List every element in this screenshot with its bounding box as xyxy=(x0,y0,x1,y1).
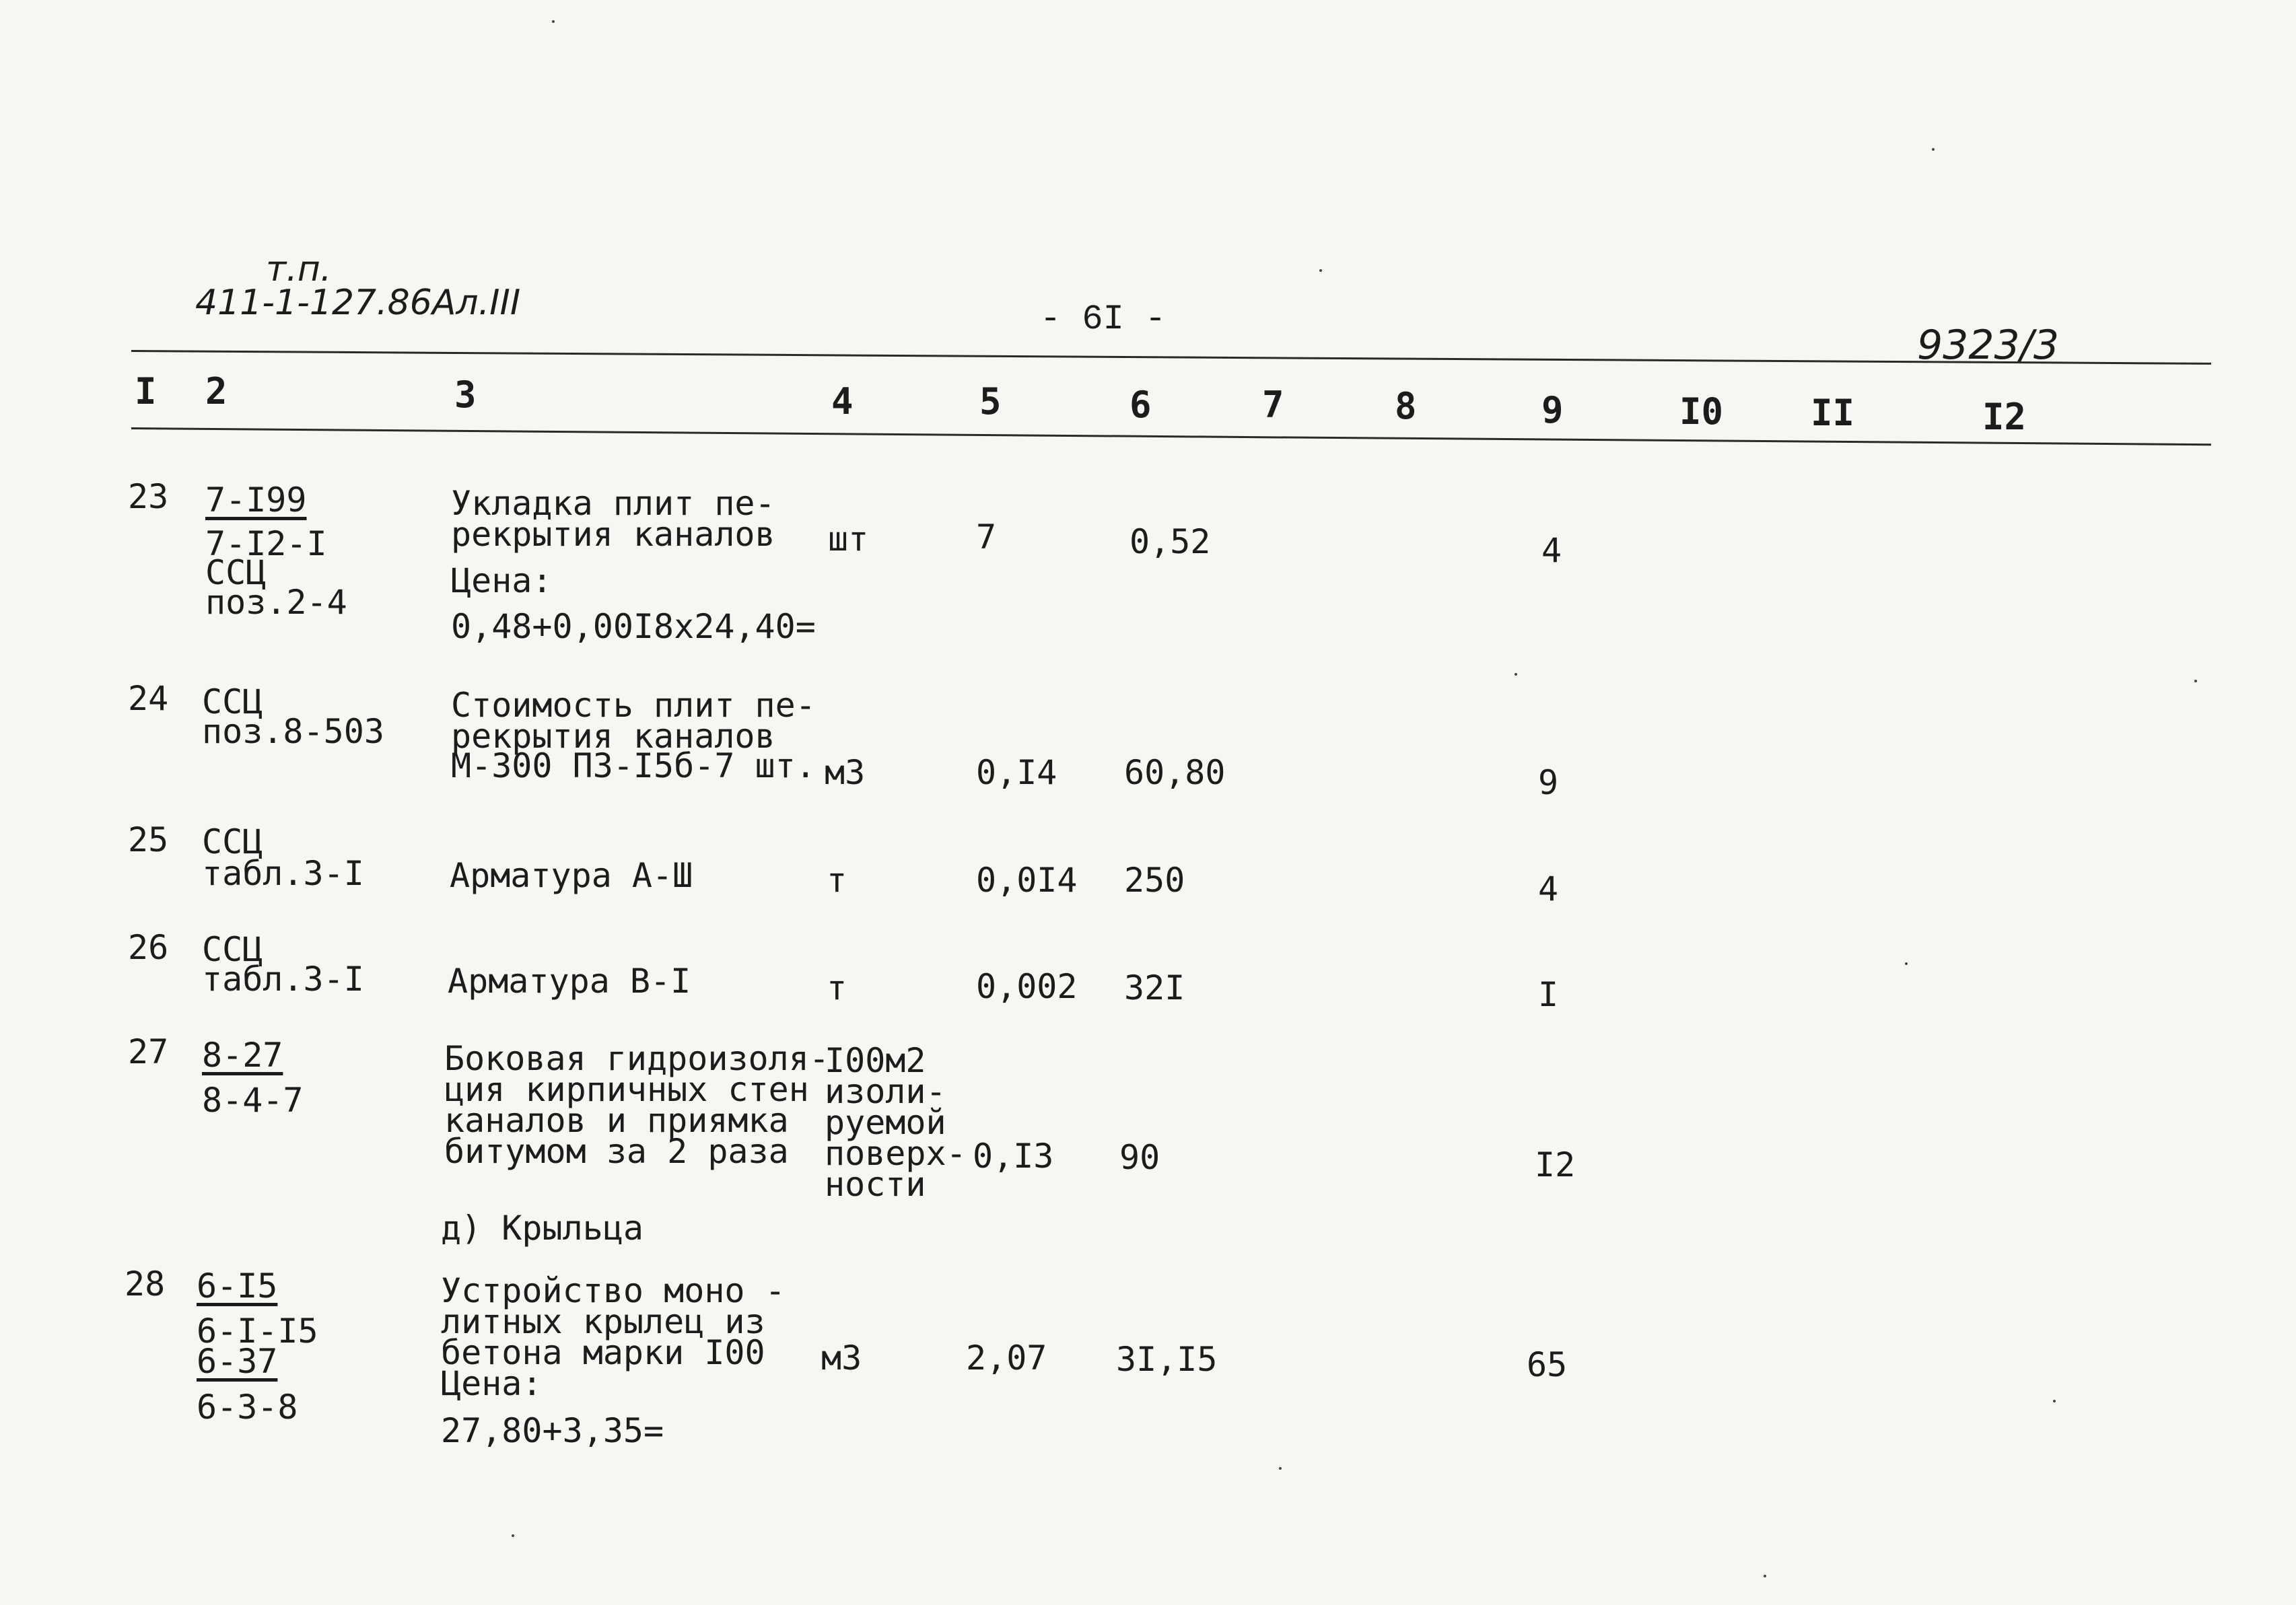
norm-code: 8-4-7 xyxy=(202,1081,304,1120)
norm-code: 6-3-8 xyxy=(197,1388,298,1427)
description: М-300 ПЗ-I5б-7 шт. xyxy=(451,746,816,785)
unit: т xyxy=(827,861,847,900)
quantity: 0,002 xyxy=(976,967,1078,1006)
scan-speck xyxy=(1319,269,1322,272)
row-number: 27 xyxy=(128,1032,169,1071)
norm-code: ССЦ xyxy=(202,930,263,969)
total: 65 xyxy=(1527,1345,1568,1384)
norm-code: 6-I-I5 xyxy=(197,1312,318,1351)
total: 9 xyxy=(1538,763,1559,802)
row-number: 28 xyxy=(125,1264,166,1304)
scan-speck xyxy=(1932,148,1935,151)
quantity: 2,07 xyxy=(966,1339,1047,1378)
norm-code: ССЦ xyxy=(202,822,263,861)
scan-speck xyxy=(1279,1467,1282,1470)
norm-code: ССЦ xyxy=(202,682,263,721)
unit: поверх- xyxy=(825,1134,967,1173)
description: Боковая гидроизоля- xyxy=(444,1039,829,1078)
column-header-7: 7 xyxy=(1262,384,1284,426)
scan-speck xyxy=(1764,1575,1766,1577)
column-header-6: 6 xyxy=(1129,384,1152,426)
quantity: 0,0I4 xyxy=(976,861,1078,900)
scan-speck xyxy=(2053,1400,2056,1402)
description: рекрытия каналов xyxy=(451,717,775,756)
unit: изоли- xyxy=(825,1072,946,1111)
description: Арматура А-Ш xyxy=(450,856,693,895)
norm-code: 7-I2-I xyxy=(205,524,327,563)
header-top-rule xyxy=(131,350,2211,365)
column-header-2: 2 xyxy=(205,370,228,413)
column-header-9: 9 xyxy=(1541,389,1564,431)
norm-code: табл.3-I xyxy=(202,960,364,999)
unit: шт xyxy=(828,520,869,559)
section-heading: д) Крыльца xyxy=(441,1209,644,1248)
unit-price: 60,80 xyxy=(1124,753,1226,792)
document-number: 9323/3 xyxy=(1917,322,2060,369)
price-label: Цена: xyxy=(441,1364,543,1403)
norm-code: 8-27 xyxy=(202,1036,283,1075)
unit: м3 xyxy=(821,1339,862,1378)
unit: м3 xyxy=(825,753,866,792)
column-header-12: I2 xyxy=(1982,396,2027,438)
norm-code: 7-I99 xyxy=(205,480,307,520)
scan-speck xyxy=(552,20,555,23)
unit: т xyxy=(827,968,847,1007)
row-number: 24 xyxy=(128,679,169,718)
description: Арматура В-I xyxy=(448,962,691,1001)
column-header-3: 3 xyxy=(454,373,477,416)
total: I xyxy=(1538,975,1559,1014)
norm-code: поз.2-4 xyxy=(205,583,347,622)
tp-code: 411-1-127.86Ал.III xyxy=(195,283,521,323)
row-number: 26 xyxy=(128,928,169,967)
description: литных крылец из xyxy=(441,1302,765,1341)
unit: руемой xyxy=(825,1103,946,1142)
description: Устройство моно - xyxy=(441,1271,786,1310)
quantity: 7 xyxy=(976,518,997,557)
price-formula: 27,80+3,35= xyxy=(441,1411,664,1450)
row-number: 23 xyxy=(128,477,169,516)
total: 4 xyxy=(1541,531,1562,570)
quantity: 0,I3 xyxy=(973,1137,1054,1176)
quantity: 0,I4 xyxy=(976,753,1057,792)
total: 4 xyxy=(1538,869,1559,908)
scan-speck xyxy=(1905,962,1908,965)
description: бетона марки I00 xyxy=(441,1333,765,1372)
scan-speck xyxy=(2194,680,2197,682)
column-header-1: I xyxy=(135,370,157,413)
price-label: Цена: xyxy=(451,561,553,600)
unit-price: 250 xyxy=(1124,861,1185,900)
description: Укладка плит пе- xyxy=(451,484,775,523)
tp-label: т.п. xyxy=(266,249,332,289)
column-header-5: 5 xyxy=(979,380,1002,423)
column-header-10: I0 xyxy=(1679,390,1724,433)
unit: ности xyxy=(825,1165,926,1204)
unit: I00м2 xyxy=(825,1041,926,1080)
norm-code: 6-I5 xyxy=(197,1267,278,1306)
unit-price: 32I xyxy=(1124,968,1185,1007)
norm-code: ССЦ xyxy=(205,553,267,592)
column-header-8: 8 xyxy=(1395,385,1417,427)
total: I2 xyxy=(1535,1145,1576,1184)
norm-code: поз.8-503 xyxy=(202,712,384,751)
description: каналов и приямка xyxy=(444,1101,789,1140)
unit-price: 0,52 xyxy=(1129,522,1211,561)
norm-code: 6-37 xyxy=(197,1342,278,1381)
header-bottom-rule xyxy=(131,427,2211,445)
description: рекрытия каналов xyxy=(451,515,775,554)
page-number: - 6I - xyxy=(1040,299,1167,339)
scan-speck xyxy=(512,1534,514,1537)
description: битумом за 2 раза xyxy=(444,1132,789,1171)
column-header-11: II xyxy=(1811,392,1855,434)
norm-code: табл.3-I xyxy=(202,854,364,893)
description: Стоимость плит пе- xyxy=(451,686,816,725)
scan-speck xyxy=(1515,673,1517,676)
price-formula: 0,48+0,00I8х24,40= xyxy=(451,607,816,646)
column-header-4: 4 xyxy=(831,380,854,423)
unit-price: 3I,I5 xyxy=(1116,1340,1218,1379)
row-number: 25 xyxy=(128,820,169,859)
unit-price: 90 xyxy=(1119,1138,1160,1177)
description: ция кирпичных стен xyxy=(444,1070,809,1109)
